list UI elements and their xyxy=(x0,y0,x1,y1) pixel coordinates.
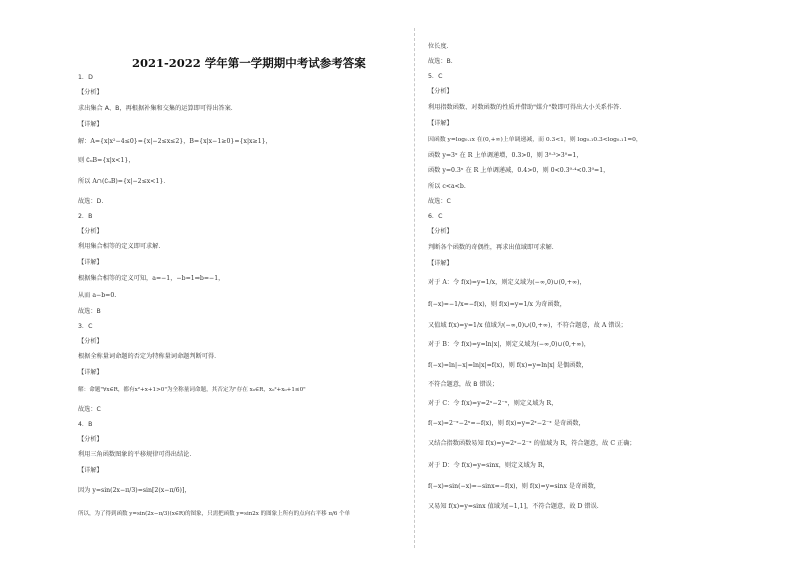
formula-line: 根据集合相等的定义可知，a=−1，−b=1⇒b=−1， xyxy=(78,275,225,282)
answer-choice: 故选：C xyxy=(78,406,101,413)
formula-line: 又结合指数函数易知 f(x)=y=2ˣ−2⁻ˣ 的值域为 R，符合题意，故 C 正确； xyxy=(428,440,636,447)
formula-line: 函数 y=0.3ˣ 在 R 上单调递减，0.4>0，则 0<0.3⁰·⁴<0.3⁰=1， xyxy=(428,167,610,174)
answer-choice: 故选：B. xyxy=(428,58,453,65)
formula-line: 从而 a−b=0. xyxy=(78,292,117,299)
section-label: 【详解】 xyxy=(428,260,453,267)
answer-number: 1．D xyxy=(78,74,93,81)
section-label: 【分析】 xyxy=(78,436,103,443)
formula-line: f(−x)=2⁻ˣ−2ˣ=−f(x)，则 f(x)=y=2ˣ−2⁻ˣ 是奇函数， xyxy=(428,420,585,427)
answer-choice: 故选：B xyxy=(78,308,101,315)
formula-line: f(−x)=ln|−x|=ln|x|=f(x)，则 f(x)=y=ln|x| 是偶函数， xyxy=(428,362,588,369)
formula-line: f(−x)=sin(−x)=−sinx=−f(x)，则 f(x)=y=sinx 是奇函数， xyxy=(428,483,600,490)
formula-line: 解：命题"∀x∈R，都有x²+x+1>0"为全称量词命题，其否定为"存在 x₀∈R，x₀²+x₀+1≤0" xyxy=(78,387,306,393)
answer-number: 6．C xyxy=(428,213,443,220)
section-label: 【分析】 xyxy=(78,228,103,235)
formula-line: 对于 C：令 f(x)=y=2ˣ−2⁻ˣ，则定义域为 R， xyxy=(428,400,558,407)
formula-line: 所以 A∩(∁ᵤB)={x|−2≤x<1}． xyxy=(78,178,170,185)
section-label: 【分析】 xyxy=(78,338,103,345)
formula-line: 则 ∁ᵤB={x|x<1}， xyxy=(78,157,135,164)
text-line: 利用集合相等的定义即可求解. xyxy=(78,243,161,250)
formula-line: 对于 A：令 f(x)=y=1/x，则定义域为(−∞,0)∪(0,+∞)， xyxy=(428,279,586,286)
formula-line: 因函数 y=log₀.₁x 在(0,+∞)上单调递减，而 0.3<1，则 log₀.₁0.3<log₀.₁1=0， xyxy=(428,137,642,143)
formula-line: 又值域 f(x)=y=1/x 值域为(−∞,0)∪(0,+∞)，不符合题意，故 A 错误； xyxy=(428,322,627,329)
formula-line: 函数 y=3ˣ 在 R 上单调递增，0.3>0，则 3⁰·³>3⁰=1， xyxy=(428,152,583,159)
answer-number: 2．B xyxy=(78,213,93,220)
section-label: 【详解】 xyxy=(78,121,103,128)
text-line: 不符合题意，故 B 错误； xyxy=(428,381,499,388)
formula-line: 所以 c<a<b. xyxy=(428,183,466,190)
text-line: 求出集合 A、B，再根据补集和交集的运算即可得出答案. xyxy=(78,105,233,112)
text-line: 利用三角函数图象的平移规律可得出结论. xyxy=(78,451,192,458)
section-label: 【分析】 xyxy=(428,228,453,235)
formula-line: 对于 D：令 f(x)=y=sinx，则定义域为 R， xyxy=(428,462,549,469)
section-label: 【详解】 xyxy=(78,467,103,474)
formula-line: 对于 B：令 f(x)=y=ln|x|，则定义域为(−∞,0)∪(0,+∞)， xyxy=(428,341,590,348)
answer-number: 5．C xyxy=(428,73,443,80)
column-divider xyxy=(414,28,415,548)
formula-line: 解：A={x|x²−4≤0}={x|−2≤x≤2}，B={x|x−1≥0}={x|x≥1}， xyxy=(78,138,272,145)
text-line: 判断各个函数的奇偶性，再求出值域即可求解. xyxy=(428,244,554,251)
answer-choice: 故选：C xyxy=(428,198,451,205)
answer-number: 4．B xyxy=(78,421,93,428)
formula-line: 因为 y=sin(2x−π/3)=sin[2(x−π/6)]， xyxy=(78,487,191,494)
text-line: 利用指数函数、对数函数的性质并借助"媒介"数即可得出大小关系作答. xyxy=(428,104,622,111)
formula-line: 又易知 f(x)=y=sinx 值域为[−1,1]，不符合题意，故 D 错误. xyxy=(428,503,599,510)
section-label: 【分析】 xyxy=(78,89,103,96)
section-label: 【详解】 xyxy=(78,259,103,266)
text-line: 根据全称量词命题的否定为特称量词命题判断可得. xyxy=(78,353,217,360)
section-label: 【分析】 xyxy=(428,88,453,95)
answer-choice: 故选：D. xyxy=(78,198,104,205)
text-line: 位长度. xyxy=(428,43,449,50)
section-label: 【详解】 xyxy=(428,120,453,127)
formula-line: f(−x)=−1/x=−f(x)，则 f(x)=y=1/x 为奇函数， xyxy=(428,301,566,308)
formula-line: 所以，为了得到函数 y=sin(2x−π/3)(x∈R)的图象，只需把函数 y=sin2x 的图象上所有的点向右平移 π/6 个单 xyxy=(78,511,351,517)
section-label: 【详解】 xyxy=(78,369,103,376)
answer-number: 3．C xyxy=(78,323,93,330)
page-title: 2021-2022 学年第一学期期中考试参考答案 xyxy=(132,56,366,70)
